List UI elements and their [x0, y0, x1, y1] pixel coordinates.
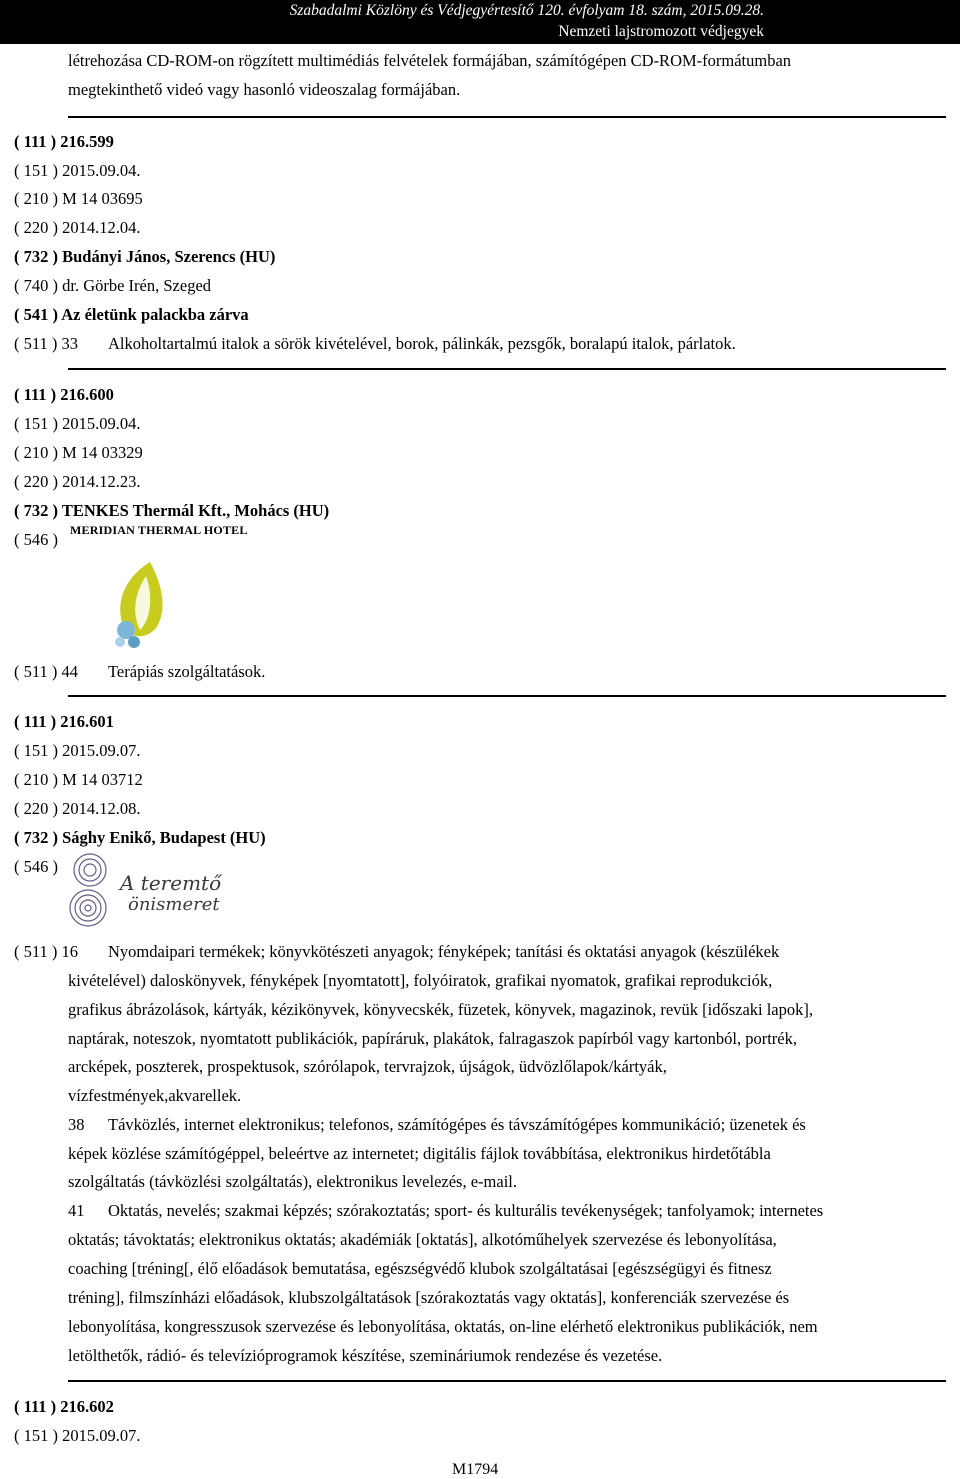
class41-text: Oktatás, nevelés; szakmai képzés; szórakoztatás; sport- és kulturális tevékenységek; tanfolyamok; internetes [108, 1201, 824, 1220]
field-210: ( 210 ) M 14 03695 [14, 189, 143, 208]
teremto-logo [66, 850, 236, 930]
field-732: ( 732 ) Budányi János, Szerencs (HU) [14, 247, 276, 266]
field-111: ( 111 ) 216.600 [14, 385, 114, 404]
class41-text: coaching [tréning[, élő előadások bemutatása, egészségvédő klubok szolgáltatásai [egészségügyi és fitnesz [68, 1259, 772, 1278]
class16-text: arcképek, poszterek, prospektusok, szórólapok, tervrajzok, újságok, üdvözlőlapok/kártyák, [68, 1057, 667, 1076]
field-740: ( 740 ) dr. Görbe Irén, Szeged [14, 276, 212, 295]
field-220: ( 220 ) 2014.12.08. [14, 799, 141, 818]
field-546: ( 546 ) [14, 857, 58, 876]
divider [68, 695, 946, 697]
field-732: ( 732 ) Sághy Enikő, Budapest (HU) [14, 828, 266, 847]
field-541: ( 541 ) Az életünk palackba zárva [14, 305, 249, 324]
field-546: ( 546 ) [14, 530, 58, 549]
class16-text: vízfestmények,akvarellek. [68, 1086, 242, 1105]
divider [68, 1380, 946, 1382]
field-151: ( 151 ) 2015.09.04. [14, 161, 141, 180]
field-210: ( 210 ) M 14 03712 [14, 770, 143, 789]
class16-text: kivételével) daloskönyvek, fényképek [nyomtatott], folyóiratok, grafikai nyomatok, grafikai reprodukciók, [68, 971, 773, 990]
field-511-label: ( 511 ) 33 [14, 334, 79, 353]
field-732: ( 732 ) TENKES Thermál Kft., Mohács (HU) [14, 501, 330, 520]
class38-text: Távközlés, internet elektronikus; telefonos, számítógépes és távszámítógépes kommunikáció; üzenetek és [108, 1115, 806, 1134]
intro-line: megtekinthető videó vagy hasonló videoszalag formájában. [68, 80, 461, 99]
class41-number: 41 [68, 1201, 85, 1220]
class16-text: naptárak, noteszok, nyomtatott publikációk, papíráruk, plakátok, falragaszok papírból vagy kartonból, portrék, [68, 1029, 797, 1048]
field-220: ( 220 ) 2014.12.04. [14, 218, 141, 237]
section-title: Nemzeti lajstromozott védjegyek [558, 23, 764, 40]
svg-text:önismeret: önismeret [128, 894, 220, 915]
class41-text: lebonyolítása, kongresszusok szervezése és lebonyolítása, oktatás, on-line elérhető elektronikus publikációk, nem [68, 1317, 818, 1336]
field-151: ( 151 ) 2015.09.04. [14, 414, 141, 433]
field-511-text: Alkoholtartalmú italok a sörök kivételével, borok, pálinkák, pezsgők, boralapú italok, párlatok. [108, 334, 736, 353]
class41-text: letölthetők, rádió- és televízióprogramok készítése, szemináriumok rendezése és vezetése. [68, 1346, 663, 1365]
class41-text: oktatás; távoktatás; elektronikus oktatás; akadémiák [oktatás], alkotóműhelyek szervezése és lebonyolítása, [68, 1230, 777, 1249]
class16-text: grafikus ábrázolások, kártyák, kézikönyvek, könyvecskék, füzetek, könyvek, magazinok, revük [időszaki lapok], [68, 1000, 813, 1019]
field-151: ( 151 ) 2015.09.07. [14, 741, 141, 760]
page-number: M1794 [452, 1461, 499, 1478]
class41-text: tréning], filmszínházi előadások, klubszolgáltatások [szórakoztatás vagy oktatás], konferenciák szervezése és [68, 1288, 790, 1307]
class38-text: képek közlése számítógéppel, beleértve az internetet; digitális fájlok továbbítása, elektronikus hirdetőtábla [68, 1144, 771, 1163]
class16-text: Nyomdaipari termékek; könyvkötészeti anyagok; fényképek; tanítási és oktatási anyagok (készülékek [108, 942, 780, 961]
field-511-label: ( 511 ) 16 [14, 942, 79, 961]
class38-number: 38 [68, 1115, 85, 1134]
logo-caption: MERIDIAN THERMAL HOTEL [70, 523, 248, 537]
field-210: ( 210 ) M 14 03329 [14, 443, 143, 462]
field-111: ( 111 ) 216.601 [14, 712, 114, 731]
field-511-text: Terápiás szolgáltatások. [108, 662, 266, 681]
field-111: ( 111 ) 216.602 [14, 1397, 114, 1416]
field-151: ( 151 ) 2015.09.07. [14, 1426, 141, 1445]
divider [68, 368, 946, 370]
field-220: ( 220 ) 2014.12.23. [14, 472, 141, 491]
meridian-logo [106, 558, 176, 650]
field-111: ( 111 ) 216.599 [14, 132, 114, 151]
svg-text:A teremtő: A teremtő [120, 871, 222, 895]
page-header [0, 0, 960, 44]
field-511-label: ( 511 ) 44 [14, 662, 79, 681]
journal-title: Szabadalmi Közlöny és Védjegyértesítő 120. évfolyam 18. szám, 2015.09.28. [289, 2, 764, 19]
intro-line: létrehozása CD-ROM-on rögzített multimédiás felvételek formájában, számítógépen CD-ROM-formátumban [68, 51, 792, 70]
divider [68, 116, 946, 118]
class38-text: szolgáltatás (távközlési szolgáltatás), elektronikus levelezés, e-mail. [68, 1172, 517, 1191]
